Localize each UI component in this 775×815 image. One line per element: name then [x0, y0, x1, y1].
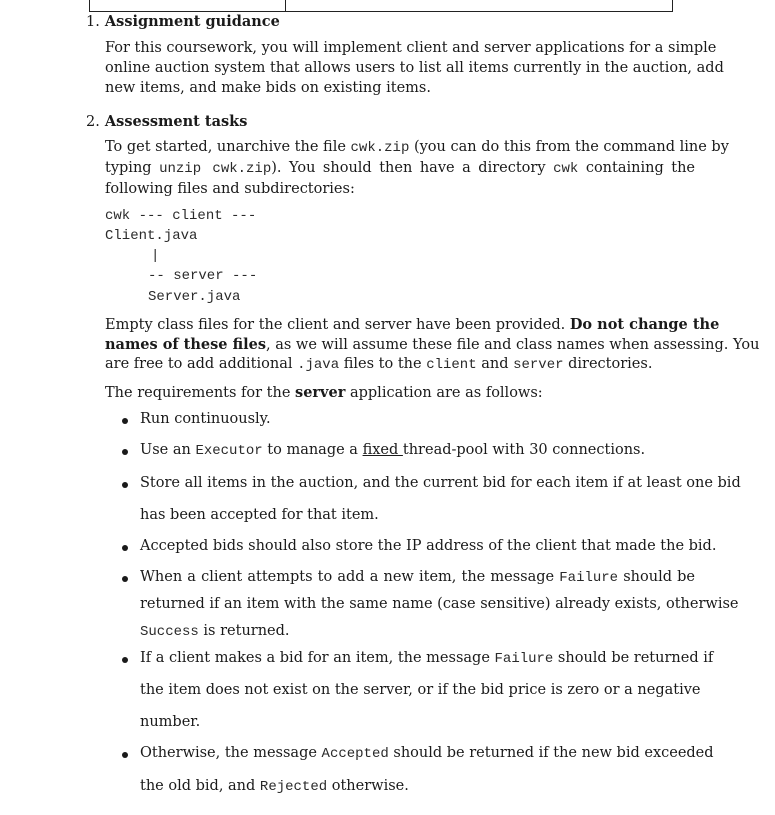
bullet-bid-line-3: number.	[140, 714, 201, 730]
bold-text: server	[295, 384, 346, 401]
bullet-dot	[122, 482, 128, 488]
bullet-store-items-line-2: has been accepted for that item.	[140, 507, 379, 523]
code-message: Success	[140, 624, 199, 640]
intro-line-1	[105, 139, 729, 156]
bullet-bid-line-2: the item does not exist on the server, or if the bid price is zero or a negative	[140, 682, 701, 698]
bullet-add-item-line-3	[140, 623, 695, 640]
bullet-executor	[140, 442, 695, 459]
code-message: Failure	[494, 651, 554, 667]
section-1-heading	[86, 13, 280, 30]
bullet-add-item-line-1	[140, 569, 695, 586]
text: should be returned if	[553, 650, 714, 666]
tree-line-4: -- server ---	[148, 268, 258, 284]
bullet-run-continuously: Run continuously.	[140, 411, 271, 427]
text: thread-pool with 30 connections.	[402, 442, 646, 458]
empty-line-3	[105, 356, 695, 373]
text: should be	[618, 569, 695, 585]
text: The requirements for the	[105, 385, 296, 401]
bold-text: Do not change the	[569, 316, 720, 333]
intro-line-2	[105, 160, 695, 177]
text: otherwise.	[327, 778, 409, 794]
code-message: Failure	[559, 570, 619, 586]
text: and	[476, 356, 514, 372]
bullet-dot	[122, 576, 128, 582]
text: containing the	[578, 160, 695, 176]
section-1-number: 1.	[86, 14, 100, 30]
text: Otherwise, the message	[140, 745, 322, 761]
bullet-otherwise-line-2	[140, 778, 695, 795]
bullet-bid-line-1	[140, 650, 714, 667]
bullet-dot	[122, 752, 128, 758]
code-dirname: server	[513, 357, 564, 373]
code-message: Rejected	[259, 779, 328, 795]
text: (you can do this from the command line by	[409, 139, 729, 155]
section-1-para-line: online auction system that allows users to list all items currently in the auction, add	[105, 60, 724, 76]
text: Empty class files for the client and server have been provided.	[105, 317, 570, 333]
bullet-dot	[122, 545, 128, 551]
section-2-title: Assessment tasks	[104, 113, 248, 130]
text: should be returned if the new bid exceeded	[388, 745, 714, 761]
code-message: Accepted	[321, 746, 389, 762]
text: the old bid, and	[140, 778, 260, 794]
bullet-add-item-line-2: returned if an item with the same name (case sensitive) already exists, otherwise	[140, 596, 739, 612]
text: is returned.	[198, 623, 290, 639]
tree-line-3: |	[151, 248, 160, 264]
code-command: unzip cwk.zip	[159, 161, 272, 177]
bold-text: names of these files	[105, 336, 267, 353]
intro-line-3: following files and subdirectories:	[105, 181, 355, 197]
code-dirname: client	[426, 357, 477, 373]
empty-line-2	[105, 336, 760, 353]
tree-line-2: Client.java	[105, 228, 198, 244]
table-bottom-edge	[89, 0, 673, 12]
requirements-intro	[105, 384, 543, 401]
tree-line-1: cwk --- client ---	[105, 208, 257, 224]
bullet-dot	[122, 657, 128, 663]
text: , as we will assume these file and class names when assessing. You	[266, 337, 760, 353]
text: Use an	[140, 442, 196, 458]
empty-line-1	[105, 316, 720, 333]
text: To get started, unarchive the file	[105, 139, 351, 155]
text: are free to add additional	[105, 356, 298, 372]
bullet-dot	[122, 418, 128, 424]
text: When a client attempts to add a new item, the message	[140, 569, 560, 585]
code-dirname: cwk	[553, 161, 579, 177]
table-divider	[285, 0, 286, 11]
section-1-title: Assignment guidance	[104, 13, 280, 30]
underlined-text: fixed	[362, 442, 403, 458]
text: If a client makes a bid for an item, the message	[140, 650, 495, 666]
bullet-accepted-bids: Accepted bids should also store the IP address of the client that made the bid.	[140, 538, 717, 554]
text: files to the	[339, 356, 427, 372]
tree-line-5: Server.java	[148, 289, 241, 305]
code-extension: .java	[297, 357, 340, 373]
section-2-number: 2.	[86, 114, 100, 130]
text: to manage a	[262, 442, 363, 458]
section-1-para-line: For this coursework, you will implement client and server applications for a simple	[105, 40, 717, 56]
bullet-otherwise-line-1	[140, 745, 714, 762]
section-2-heading	[86, 113, 247, 130]
text: application are as follows:	[345, 385, 543, 401]
bullet-dot	[122, 449, 128, 455]
code-class: Executor	[195, 443, 263, 459]
text: directories.	[563, 356, 653, 372]
text: ). You should then have a directory	[271, 160, 554, 176]
section-1-para-line: new items, and make bids on existing items.	[105, 80, 431, 96]
code-filename: cwk.zip	[350, 140, 410, 156]
text: typing	[105, 160, 160, 176]
bullet-store-items-line-1: Store all items in the auction, and the current bid for each item if at least one bid	[140, 475, 741, 491]
